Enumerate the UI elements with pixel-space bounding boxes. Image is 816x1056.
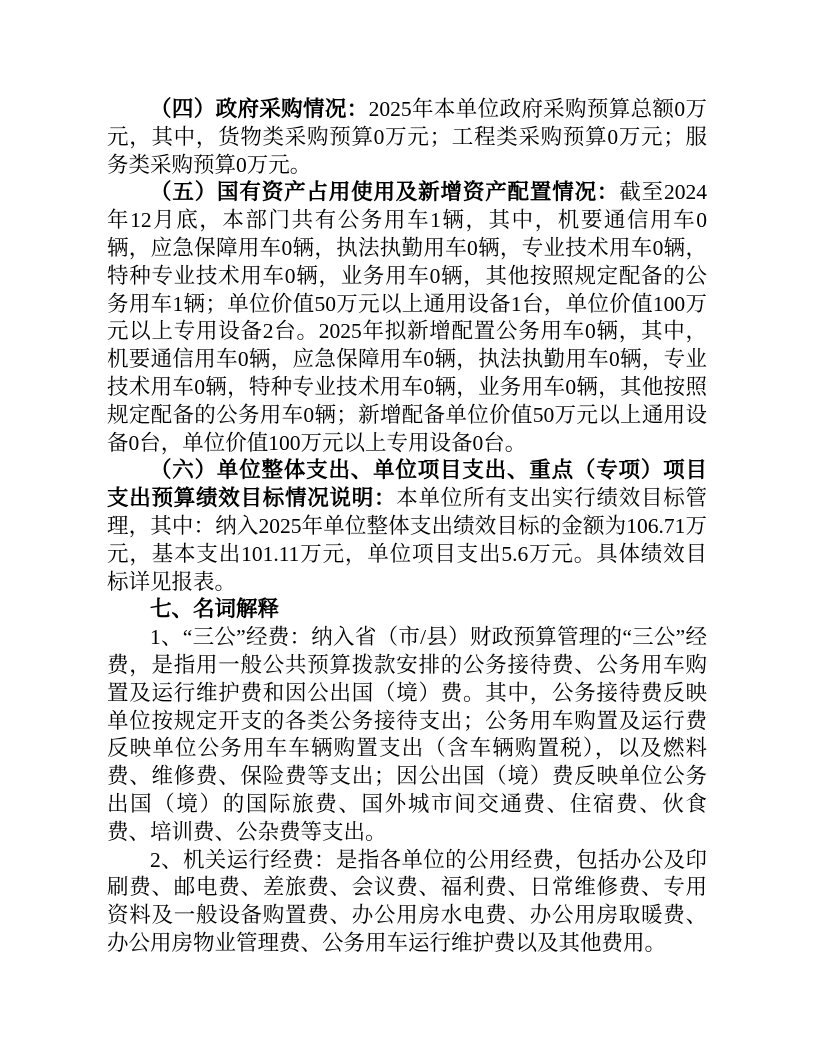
para-government-procurement-body: 2025年本单位政府采购预算总额0万元，其中，货物类采购预算0万元；工程类采购预算0万元；服务类采购预算0万元。 <box>107 97 707 177</box>
para-performance-targets-lead: （六）单位整体支出、单位项目支出、重点（专项）项目支出预算绩效目标情况说明： <box>107 458 707 511</box>
para-term-operating-funds <box>107 847 707 958</box>
para-government-procurement <box>107 96 707 179</box>
heading-term-definitions <box>107 596 707 624</box>
para-government-procurement-lead: （四）政府采购情况： <box>150 97 369 121</box>
para-performance-targets-body: 本单位所有支出实行绩效目标管理，其中：纳入2025年单位整体支出绩效目标的金额为106.71万元，基本支出101.11万元，单位项目支出5.6万元。具体绩效目标详见报表。 <box>107 486 707 594</box>
document-content <box>107 96 707 958</box>
para-state-owned-assets-body: 截至2024年12月底，本部门共有公务用车1辆，其中，机要通信用车0辆，应急保障用车0辆，执法执勤用车0辆，专业技术用车0辆，特种专业技术用车0辆，业务用车0辆，其他按照规定配备的公务用车1辆；单位价值50万元以上通用设备1台，单位价值100万元以上专用设备2台。2025年拟新增配置公务用车0辆，其中，机要通信用车0辆，应急保障用车0辆，执法执勤用车0辆，专业技术用车0辆，特种专业技术用车0辆，业务用车0辆，其他按照规定配备的公务用车0辆；新增配备单位价值50万元以上通用设备0台，单位价值100万元以上专用设备0台。 <box>107 180 707 455</box>
para-term-sangong-funds-body: 1、“三公”经费：纳入省（市/县）财政预算管理的“三公”经费，是指用一般公共预算拨款安排的公务接待费、公务用车购置及运行维护费和因公出国（境）费。其中，公务接待费反映单位按规定开支的各类公务接待支出；公务用车购置及运行费反映单位公务用车车辆购置支出（含车辆购置税），以及燃料费、维修费、保险费等支出；因公出国（境）费反映单位公务出国（境）的国际旅费、国外城市间交通费、住宿费、伙食费、培训费、公杂费等支出。 <box>107 625 707 844</box>
para-state-owned-assets-lead: （五）国有资产占用使用及新增资产配置情况： <box>150 180 620 205</box>
para-state-owned-assets <box>107 179 707 457</box>
para-term-sangong-funds <box>107 624 707 846</box>
para-term-operating-funds-body: 2、机关运行经费：是指各单位的公用经费，包括办公及印刷费、邮电费、差旅费、会议费、福利费、日常维修费、专用资料及一般设备购置费、办公用房水电费、办公用房取暖费、办公用房物业管理费、公务用车运行维护费以及其他费用。 <box>107 847 707 955</box>
para-performance-targets <box>107 457 707 596</box>
heading-term-definitions-label: 七、名词解释 <box>150 597 280 622</box>
